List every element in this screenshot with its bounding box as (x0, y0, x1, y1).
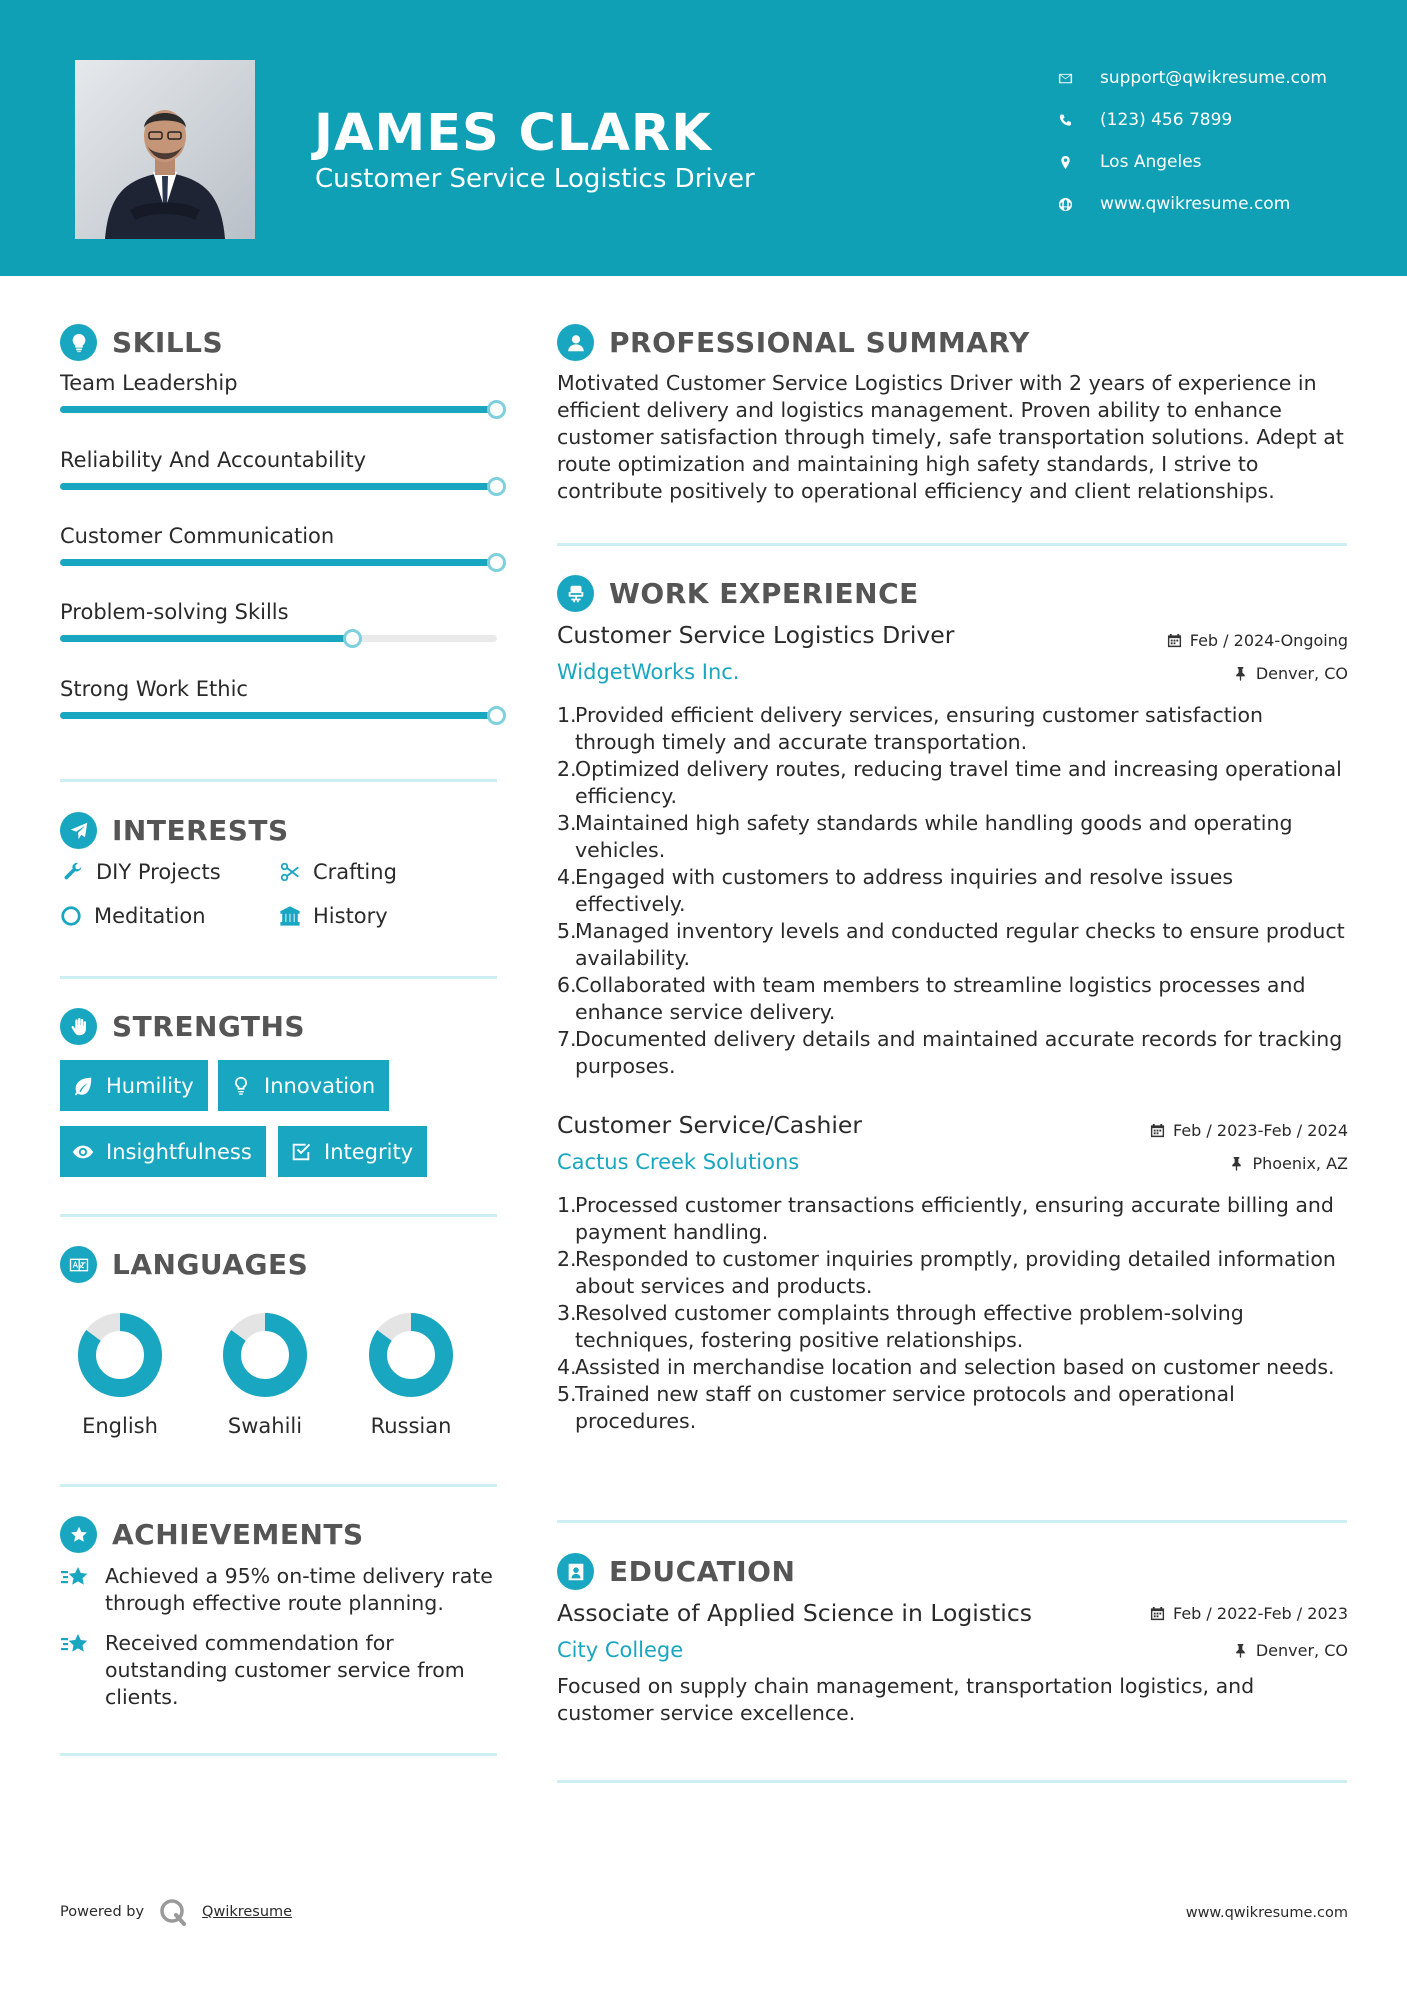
skill-bar (60, 559, 497, 566)
skill-fill (60, 483, 497, 490)
office-chair-icon (557, 575, 594, 612)
company-name: WidgetWorks Inc. (557, 660, 740, 684)
job-location (1229, 1154, 1348, 1173)
skill-bar (60, 483, 497, 490)
job-location-text: Phoenix, AZ (1252, 1154, 1348, 1173)
section-divider (60, 976, 497, 979)
skill-knob (487, 706, 506, 725)
location-pin-icon (1055, 152, 1075, 172)
bullet-text: Documented delivery details and maintained accurate records for tracking purposes. (575, 1027, 1343, 1078)
interests-title: INTERESTS (112, 814, 289, 847)
section-divider (557, 1780, 1347, 1783)
language-donut (366, 1310, 456, 1400)
interest-item (277, 903, 388, 929)
bullet-text: Collaborated with team members to streamline logistics processes and enhance service delivery. (575, 973, 1306, 1024)
wrench-icon (60, 859, 86, 885)
skill-item (60, 371, 510, 395)
strengths-heading (60, 1008, 305, 1045)
star-badge-icon (60, 1516, 97, 1553)
bullet-text: Optimized delivery routes, reducing travel time and increasing operational efficiency. (575, 757, 1342, 808)
job-dates (1167, 631, 1348, 650)
language-donut (220, 1310, 310, 1400)
pushpin-icon (1233, 1643, 1248, 1658)
language-name: Swahili (227, 1414, 303, 1438)
user-icon (557, 324, 594, 361)
bullet-item: 4. Assisted in merchandise location and selection based on customer needs. (557, 1355, 1335, 1379)
raised-hand-icon (60, 1008, 97, 1045)
bullet-text: Assisted in merchandise location and selection based on customer needs. (575, 1355, 1335, 1379)
education-description: Focused on supply chain management, transportation logistics, and customer service excellence. (557, 1674, 1255, 1725)
graduate-icon (557, 1553, 594, 1590)
strength-badge (278, 1126, 427, 1177)
interests-heading (60, 812, 289, 849)
bullet-item: 5. Managed inventory levels and conducted regular checks to ensure product availability. (557, 919, 1345, 970)
museum-icon (277, 903, 303, 929)
strength-label: Innovation (264, 1073, 376, 1098)
job-location-text: Denver, CO (1255, 664, 1348, 683)
lightbulb-icon (60, 324, 97, 361)
strengths-title: STRENGTHS (112, 1010, 306, 1043)
candidate-title: Customer Service Logistics Driver (315, 164, 755, 194)
paper-plane-icon (60, 812, 97, 849)
skills-title: SKILLS (112, 326, 224, 359)
achievement-item (60, 1630, 510, 1711)
bullet-text: Maintained high safety standards while handling goods and operating vehicles. (575, 811, 1293, 862)
achievements-heading (60, 1516, 364, 1553)
bullet-text: Processed customer transactions efficiently, ensuring accurate billing and payment handling. (575, 1193, 1334, 1244)
candidate-name: JAMES CLARK (314, 104, 712, 163)
section-divider (557, 1520, 1347, 1523)
contact-location-text: Los Angeles (1100, 152, 1202, 172)
education-dates (1150, 1604, 1348, 1623)
bullet-text: Responded to customer inquiries promptly, providing detailed information about services and products. (575, 1247, 1336, 1298)
skill-fill (60, 635, 353, 642)
school-name: City College (557, 1638, 684, 1662)
leaf-icon (72, 1075, 94, 1097)
skill-bar (60, 635, 497, 642)
summary-heading (557, 324, 1030, 361)
skill-name: Reliability And Accountability (60, 448, 367, 472)
bullet-item: 5. Trained new staff on customer service protocols and operational procedures. (557, 1382, 1235, 1433)
section-divider (60, 1484, 497, 1487)
skill-item (60, 600, 510, 624)
profile-photo (75, 60, 255, 239)
education-title: EDUCATION (609, 1555, 796, 1588)
achievement-text: Received commendation for outstanding customer service from clients. (105, 1631, 465, 1709)
contact-phone-text: (123) 456 7899 (1100, 110, 1233, 130)
contact-email-text: support@qwikresume.com (1100, 68, 1327, 88)
bullet-item: 2. Responded to customer inquiries promptly, providing detailed information about services and products. (557, 1247, 1336, 1298)
bullet-item: 4. Engaged with customers to address inquiries and resolve issues effectively. (557, 865, 1234, 916)
bullet-item: 1. Processed customer transactions efficiently, ensuring accurate billing and payment handling. (557, 1193, 1334, 1244)
language-item (60, 1310, 180, 1438)
scissors-icon (277, 859, 303, 885)
skill-bar (60, 712, 497, 719)
circle-icon (60, 903, 82, 929)
bullet-text: Provided efficient delivery services, ensuring customer satisfaction through timely and accurate transportation. (575, 703, 1263, 754)
bullet-item: 3. Maintained high safety standards while handling goods and operating vehicles. (557, 811, 1293, 862)
languages-heading (60, 1246, 308, 1283)
qwikresume-link[interactable]: Qwikresume (202, 1904, 293, 1920)
header-banner (0, 0, 1407, 276)
contact-phone[interactable] (1055, 99, 1327, 141)
achievement-item (60, 1563, 510, 1617)
bullet-text: Engaged with customers to address inquiries and resolve issues effectively. (575, 865, 1234, 916)
bullet-text: Resolved customer complaints through effective problem-solving techniques, fostering positive relationships. (575, 1301, 1244, 1352)
section-divider (60, 1214, 497, 1217)
language-item (205, 1310, 325, 1438)
star-icon (60, 1563, 92, 1617)
envelope-icon (1055, 68, 1075, 88)
degree-title: Associate of Applied Science in Logistics (557, 1599, 1032, 1627)
footer-website[interactable]: www.qwikresume.com (1185, 1905, 1348, 1921)
qwikresume-logo-icon (158, 1897, 188, 1927)
footer-branding (60, 1897, 292, 1927)
interest-item (60, 903, 206, 929)
contact-location (1055, 141, 1327, 183)
skill-bar (60, 406, 497, 413)
achievement-text: Achieved a 95% on-time delivery rate through effective route planning. (105, 1564, 493, 1615)
strength-label: Insightfulness (106, 1139, 252, 1164)
experience-heading (557, 575, 919, 612)
strength-badge (60, 1060, 208, 1111)
phone-icon (1055, 110, 1075, 130)
section-divider (60, 1753, 497, 1756)
interest-label: DIY Projects (96, 860, 221, 884)
bullet-text: Trained new staff on customer service protocols and operational procedures. (575, 1382, 1235, 1433)
globe-icon (1055, 194, 1075, 214)
section-divider (557, 543, 1347, 546)
strength-badge (60, 1126, 266, 1177)
skill-knob (487, 553, 506, 572)
language-name: English (82, 1414, 158, 1438)
pushpin-icon (1229, 1156, 1244, 1171)
summary-title: PROFESSIONAL SUMMARY (609, 326, 1030, 359)
education-location (1233, 1641, 1348, 1660)
contact-website[interactable] (1055, 183, 1327, 225)
education-location-text: Denver, CO (1255, 1641, 1348, 1660)
checkbox-icon (290, 1141, 312, 1163)
skill-item (60, 677, 510, 701)
bullet-item: 3. Resolved customer complaints through effective problem-solving techniques, fostering positive relationships. (557, 1301, 1244, 1352)
skill-fill (60, 406, 497, 413)
interest-label: Crafting (313, 860, 397, 884)
interest-label: Meditation (94, 904, 206, 928)
bullet-item: 6. Collaborated with team members to streamline logistics processes and enhance service delivery. (557, 973, 1306, 1024)
job-location (1233, 664, 1348, 683)
experience-title: WORK EXPERIENCE (609, 577, 919, 610)
bullet-item: 2. Optimized delivery routes, reducing travel time and increasing operational efficiency. (557, 757, 1342, 808)
interest-item (277, 859, 397, 885)
skill-item (60, 524, 510, 548)
powered-by-text: Powered by (60, 1904, 145, 1920)
skill-fill (60, 559, 497, 566)
job-dates (1150, 1121, 1348, 1140)
summary-text: Motivated Customer Service Logistics Driver with 2 years of experience in efficient delivery and logistics management. Proven ability to enhance customer satisfaction through timely, safe transportation solutions. Adept at route optimization and maintaining high safety standards, I strive to contribute positively to operational efficiency and client relationships. (557, 371, 1344, 503)
job-dates-text: Feb / 2024-Ongoing (1189, 631, 1348, 650)
strength-label: Humility (106, 1073, 194, 1098)
education-heading (557, 1553, 795, 1590)
skill-knob (487, 477, 506, 496)
achievements-title: ACHIEVEMENTS (112, 1518, 364, 1551)
skill-name: Team Leadership (60, 371, 238, 395)
skill-knob (343, 629, 362, 648)
job-bullets (557, 702, 1347, 1080)
bullet-item: 1. Provided efficient delivery services, ensuring customer satisfaction through timely and accurate transportation. (557, 703, 1263, 754)
strength-label: Integrity (324, 1139, 414, 1164)
skill-item (60, 448, 510, 472)
contact-list (1055, 57, 1327, 225)
bullet-text: Managed inventory levels and conducted regular checks to ensure product availability. (575, 919, 1345, 970)
company-name: Cactus Creek Solutions (557, 1150, 800, 1174)
calendar-icon (1150, 1606, 1165, 1621)
skill-fill (60, 712, 497, 719)
calendar-icon (1167, 633, 1182, 648)
skill-name: Problem-solving Skills (60, 600, 289, 624)
job-title: Customer Service/Cashier (557, 1111, 862, 1139)
interest-item (60, 859, 221, 885)
lightbulb-icon (230, 1075, 252, 1097)
skill-knob (487, 400, 506, 419)
strength-badge (218, 1060, 389, 1111)
education-dates-text: Feb / 2022-Feb / 2023 (1173, 1604, 1348, 1623)
language-icon (60, 1246, 97, 1283)
star-icon (60, 1630, 92, 1711)
languages-title: LANGUAGES (112, 1248, 309, 1281)
language-name: Russian (370, 1414, 452, 1438)
pushpin-icon (1233, 666, 1248, 681)
skills-heading (60, 324, 223, 361)
language-donut (75, 1310, 165, 1400)
job-bullets (557, 1192, 1347, 1435)
job-title: Customer Service Logistics Driver (557, 621, 955, 649)
interest-label: History (313, 904, 388, 928)
job-dates-text: Feb / 2023-Feb / 2024 (1173, 1121, 1348, 1140)
language-item (351, 1310, 471, 1438)
bullet-item: 7. Documented delivery details and maintained accurate records for tracking purposes. (557, 1027, 1343, 1078)
contact-email[interactable] (1055, 57, 1327, 99)
section-divider (60, 779, 497, 782)
calendar-icon (1150, 1123, 1165, 1138)
skill-name: Customer Communication (60, 524, 335, 548)
skill-name: Strong Work Ethic (60, 677, 248, 701)
eye-icon (72, 1141, 94, 1163)
contact-website-text: www.qwikresume.com (1100, 194, 1291, 214)
